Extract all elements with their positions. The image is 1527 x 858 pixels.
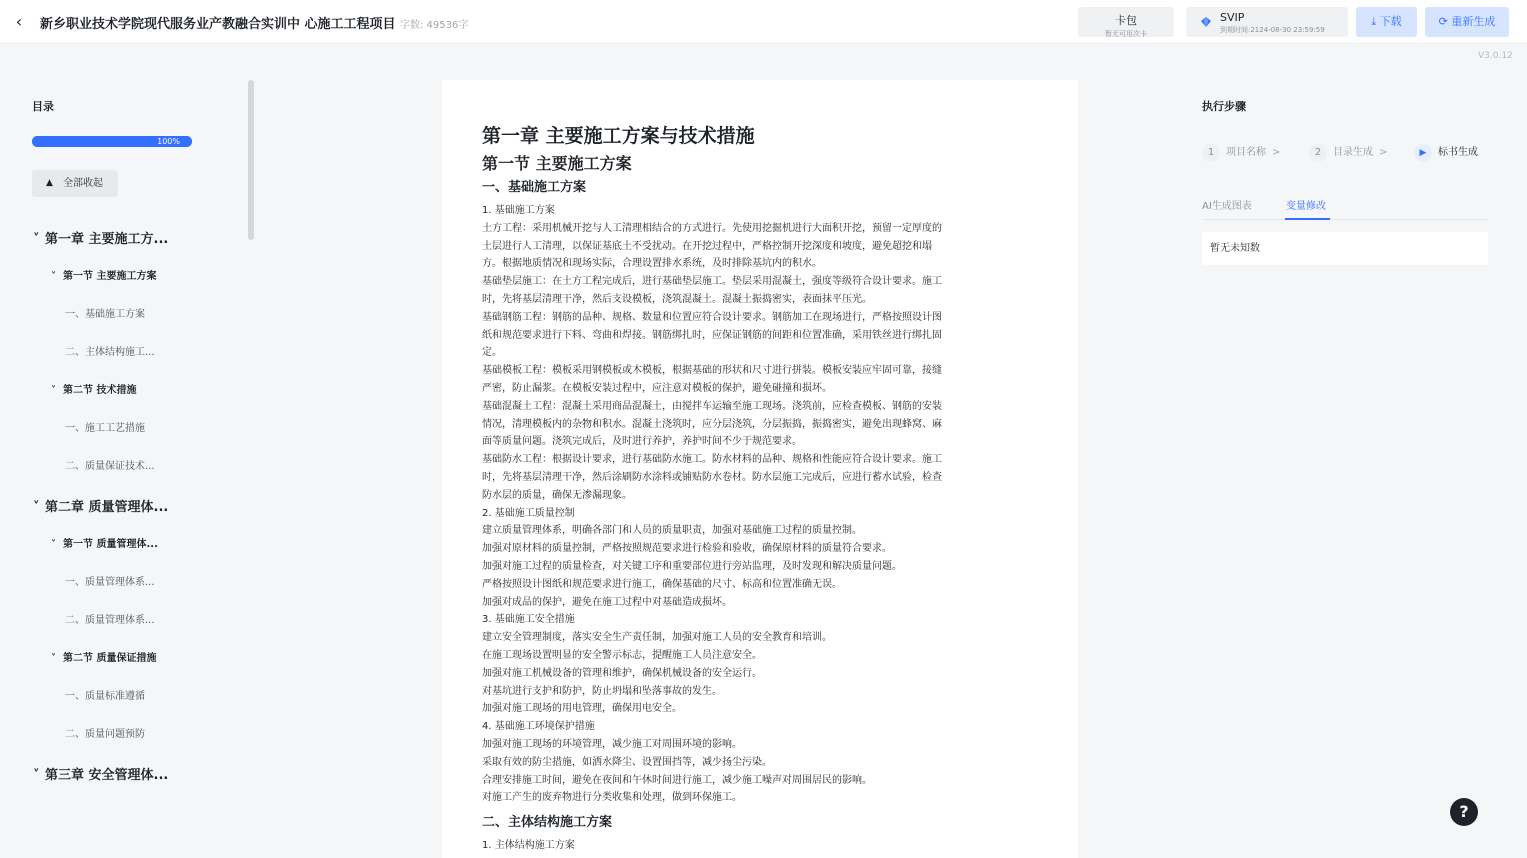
chevron-down-icon: ˅ bbox=[51, 653, 56, 664]
document-paragraphs bbox=[482, 202, 1002, 807]
document-line: 情况，清理模板内的杂物和积水。混凝土浇筑时，应分层浇筑，分层振捣，振捣密实，避免出现蜂窝、麻 bbox=[482, 418, 942, 430]
toc-item-level3[interactable] bbox=[65, 343, 155, 358]
document-line: 严格按照设计图纸和规范要求进行施工，确保基础的尺寸、标高和位置准确无误。 bbox=[482, 578, 842, 590]
document-content bbox=[482, 122, 1002, 855]
document-line: 面等质量问题。浇筑完成后，及时进行养护，养护时间不少于规范要求。 bbox=[482, 436, 802, 448]
diamond-icon bbox=[1200, 16, 1212, 28]
document-line: 时，先将基层清理干净，然后支设模板，浇筑混凝土。混凝土振捣密实，表面抹平压光。 bbox=[482, 293, 872, 305]
document-title: 新乡职业技术学院现代服务业产教融合实训中 心施工工程项目 bbox=[40, 17, 396, 32]
chevron-right-icon: > bbox=[1379, 147, 1388, 158]
toc-item-level3[interactable] bbox=[65, 611, 155, 626]
toc-item-level2[interactable] bbox=[51, 267, 156, 282]
document-line: 加强对施工机械设备的管理和维护，确保机械设备的安全运行。 bbox=[482, 667, 762, 679]
toc-item-level2[interactable] bbox=[51, 649, 156, 664]
toc-item-level3[interactable] bbox=[65, 419, 145, 434]
document-line: 1. 基础施工方案 bbox=[482, 205, 555, 216]
toc-item-level1[interactable] bbox=[33, 228, 168, 247]
regenerate-label: 重新生成 bbox=[1451, 15, 1496, 28]
toc-item-label: 第二节 技术措施 bbox=[63, 385, 137, 396]
document-page bbox=[442, 80, 1078, 858]
top-header bbox=[0, 0, 1527, 44]
chevron-down-icon: ˅ bbox=[33, 500, 40, 515]
toc-title: 目录 bbox=[32, 100, 54, 113]
chevron-right-icon: > bbox=[1272, 147, 1281, 158]
download-icon: ⤓ bbox=[1371, 15, 1377, 28]
toc-item-level1[interactable] bbox=[33, 496, 168, 515]
version-label: V3.0.12 bbox=[1478, 51, 1513, 61]
document-line: 基础混凝土工程：混凝土采用商品混凝土，由搅拌车运输至施工现场。浇筑前，应检查模板、钢筋的安装 bbox=[482, 400, 942, 412]
toc-item-label: 二、质量问题预防 bbox=[65, 729, 145, 740]
toc-item-label: 二、主体结构施工... bbox=[65, 347, 155, 358]
document-line: 加强对施工现场的环境管理，减少施工对周围环境的影响。 bbox=[482, 738, 742, 750]
step-project-name[interactable] bbox=[1202, 144, 1280, 162]
toc-item-label: 一、施工工艺措施 bbox=[65, 423, 145, 434]
document-line: 建立质量管理体系，明确各部门和人员的质量职责，加强对基础施工过程的质量控制。 bbox=[482, 525, 862, 537]
toc-item-label: 第二章 质量管理体... bbox=[45, 500, 169, 515]
tab-divider bbox=[1202, 219, 1488, 220]
document-line: 基础钢筋工程：钢筋的品种、规格、数量和位置应符合设计要求。钢筋加工在现场进行，严格按照设计图 bbox=[482, 311, 942, 323]
active-tab-underline bbox=[1285, 218, 1330, 220]
toc-item-level3[interactable] bbox=[65, 687, 145, 702]
toc-item-level3[interactable] bbox=[65, 305, 145, 320]
document-line: 合理安排施工时间，避免在夜间和午休时间进行施工，减少施工噪声对周围居民的影响。 bbox=[482, 774, 872, 786]
collapse-all-button[interactable] bbox=[32, 170, 118, 197]
document-line: 建立安全管理制度，落实安全生产责任制，加强对施工人员的安全教育和培训。 bbox=[482, 632, 832, 644]
toc-item-level3[interactable] bbox=[65, 573, 155, 588]
download-button[interactable] bbox=[1356, 7, 1417, 37]
document-line: 加强对成品的保护，避免在施工过程中对基础造成损坏。 bbox=[482, 596, 732, 608]
back-arrow-icon[interactable]: ‹ bbox=[15, 12, 23, 31]
document-line: 纸和规范要求进行下料、弯曲和焊接。钢筋绑扎时，应保证钢筋的间距和位置准确，采用铁丝进行绑扎固 bbox=[482, 329, 942, 341]
document-line: 1. 主体结构施工方案 bbox=[482, 840, 575, 852]
word-count: 字数: 49536字 bbox=[400, 20, 469, 31]
step-bid-generate[interactable] bbox=[1414, 144, 1478, 162]
toc-item-level3[interactable] bbox=[65, 457, 155, 472]
cardbag-sub: 暂无可用次卡 bbox=[1105, 30, 1147, 38]
section-heading: 第一节 主要施工方案 bbox=[482, 154, 632, 173]
svip-expiry: 到期时间:2124-08-30 23:59:59 bbox=[1220, 26, 1325, 34]
progress-bar bbox=[32, 136, 192, 147]
chapter-heading: 第一章 主要施工方案与技术措施 bbox=[482, 125, 755, 147]
collapse-all-label: 全部收起 bbox=[63, 178, 103, 189]
sort-icon: ▲︎ bbox=[46, 178, 53, 188]
document-line: 加强对施工现场的用电管理，确保用电安全。 bbox=[482, 703, 682, 715]
document-line: 2. 基础施工质量控制 bbox=[482, 507, 575, 519]
document-line: 采取有效的防尘措施，如洒水降尘、设置围挡等，减少扬尘污染。 bbox=[482, 756, 772, 768]
document-line: 加强对原材料的质量控制，严格按照规范要求进行检验和验收，确保原材料的质量符合要求。 bbox=[482, 543, 892, 555]
document-line: 土方工程：采用机械开挖与人工清理相结合的方式进行。先使用挖掘机进行大面积开挖，预留一定厚度的 bbox=[482, 222, 942, 234]
toc-item-label: 第一节 质量管理体... bbox=[63, 539, 158, 550]
toc-item-label: 一、质量管理体系... bbox=[65, 577, 155, 588]
subsection-heading: 一、基础施工方案 bbox=[482, 180, 587, 195]
toc-item-label: 二、质量管理体系... bbox=[65, 615, 155, 626]
play-icon: ▶ bbox=[1414, 144, 1432, 162]
regenerate-button[interactable] bbox=[1425, 7, 1509, 37]
toc-item-level1[interactable] bbox=[33, 764, 168, 783]
cardbag-label: 卡包 bbox=[1115, 14, 1137, 27]
steps-title: 执行步骤 bbox=[1202, 100, 1246, 113]
document-line: 3. 基础施工安全措施 bbox=[482, 614, 575, 626]
document-line: 基础垫层施工：在土方工程完成后，进行基础垫层施工。垫层采用混凝土，强度等级符合设计要求。施工 bbox=[482, 276, 942, 288]
toc-item-label: 第一节 主要施工方案 bbox=[63, 271, 157, 282]
toc-item-label: 一、质量标准遵循 bbox=[65, 691, 145, 702]
document-line: 4. 基础施工环境保护措施 bbox=[482, 721, 595, 733]
svip-label: SVIP bbox=[1220, 11, 1245, 24]
document-line: 基础模板工程：模板采用钢模板或木模板，根据基础的形状和尺寸进行拼装。模板安装应牢固可靠，接缝 bbox=[482, 365, 942, 377]
toc-item-label: 第一章 主要施工方... bbox=[45, 232, 169, 247]
toc-item-label: 一、基础施工方案 bbox=[65, 309, 145, 320]
step-label: 目录生成 bbox=[1333, 147, 1373, 158]
document-line: 基础防水工程：根据设计要求，进行基础防水施工。防水材料的品种、规格和性能应符合设计要求。施工 bbox=[482, 454, 942, 466]
toc-item-level2[interactable] bbox=[51, 535, 158, 550]
subsection-heading-2: 二、主体结构施工方案 bbox=[482, 815, 613, 831]
toc-item-label: 第三章 安全管理体... bbox=[45, 768, 169, 783]
chevron-down-icon: ˅ bbox=[51, 539, 56, 550]
step-number: 1 bbox=[1202, 144, 1220, 162]
variables-empty-box: 暂无未知数 bbox=[1202, 232, 1488, 265]
document-line: 严密，防止漏浆。在模板安装过程中，应注意对模板的保护，避免碰撞和损坏。 bbox=[482, 382, 832, 394]
download-label: 下载 bbox=[1379, 15, 1402, 28]
document-line: 防水层的质量，确保无渗漏现象。 bbox=[482, 489, 632, 501]
chevron-down-icon: ˅ bbox=[33, 232, 40, 247]
chevron-down-icon: ˅ bbox=[51, 385, 56, 396]
document-line: 方。根据地质情况和现场实际，合理设置排水系统，及时排除基坑内的积水。 bbox=[482, 258, 822, 270]
step-label: 项目名称 bbox=[1226, 147, 1266, 158]
svip-button[interactable] bbox=[1186, 7, 1348, 37]
document-line: 在施工现场设置明显的安全警示标志，提醒施工人员注意安全。 bbox=[482, 649, 762, 661]
chevron-down-icon: ˅ bbox=[33, 768, 40, 783]
step-toc-generate[interactable] bbox=[1309, 144, 1387, 162]
toc-item-level2[interactable] bbox=[51, 381, 136, 396]
document-line: 定。 bbox=[482, 347, 502, 359]
document-line: 土层进行人工清理，以保证基底土不受扰动。在开挖过程中，严格控制开挖深度和坡度，避免超挖和塌 bbox=[482, 240, 932, 252]
cardbag-button[interactable] bbox=[1078, 7, 1174, 37]
toc-item-label: 二、质量保证技术... bbox=[65, 461, 155, 472]
document-line: 对基坑进行支护和防护，防止坍塌和坠落事故的发生。 bbox=[482, 685, 722, 697]
toc-scrollbar[interactable] bbox=[248, 80, 254, 240]
help-icon[interactable]: ? bbox=[1450, 798, 1478, 826]
document-line: 加强对施工过程的质量检查，对关键工序和重要部位进行旁站监理，及时发现和解决质量问题。 bbox=[482, 560, 902, 572]
document-line: 对施工产生的废弃物进行分类收集和处理，做到环保施工。 bbox=[482, 792, 742, 804]
tab-ai-charts[interactable]: AI生成图表 bbox=[1202, 201, 1252, 212]
refresh-icon: ⟳ bbox=[1438, 15, 1448, 28]
step-label: 标书生成 bbox=[1438, 147, 1478, 158]
progress-label: 100% bbox=[157, 137, 180, 146]
step-number: 2 bbox=[1309, 144, 1327, 162]
chevron-down-icon: ˅ bbox=[51, 271, 56, 282]
toc-item-label: 第二节 质量保证措施 bbox=[63, 653, 157, 664]
toc-item-level3[interactable] bbox=[65, 725, 145, 740]
document-line: 时，先将基层清理干净，然后涂刷防水涂料或铺贴防水卷材。防水层施工完成后，应进行蓄水试验，检查 bbox=[482, 471, 942, 483]
tab-variable-edit[interactable]: 变量修改 bbox=[1286, 201, 1326, 212]
